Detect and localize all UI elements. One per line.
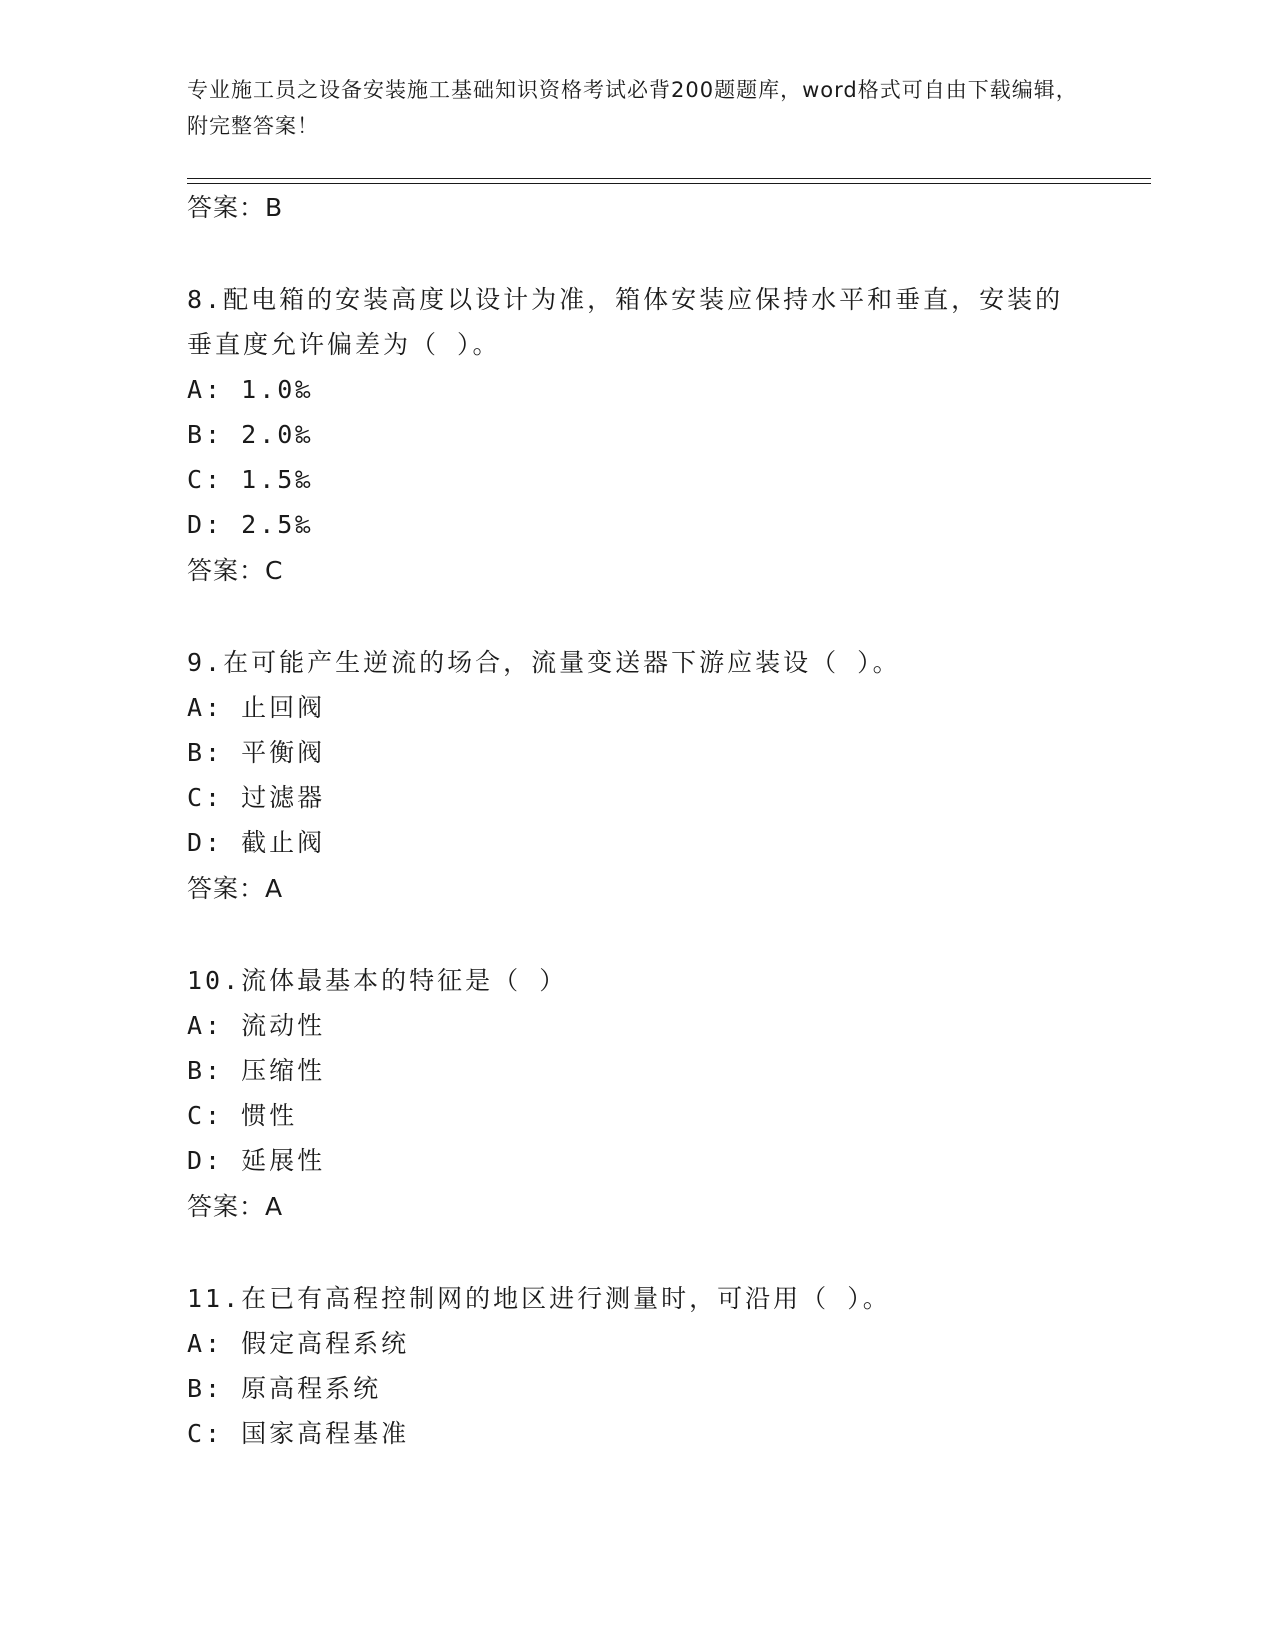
option-d: D: 延展性: [187, 1146, 326, 1175]
question-text: 10.流体最基本的特征是（ ）: [187, 966, 568, 995]
option-c: C: 过滤器: [187, 783, 326, 812]
option-a: A: 假定高程系统: [187, 1329, 410, 1358]
header-rule-top: [187, 178, 1151, 179]
option-b: B: 压缩性: [187, 1056, 326, 1085]
question-9: [187, 640, 1087, 911]
option-a: A: 流动性: [187, 1011, 326, 1040]
question-text: 8.配电箱的安装高度以设计为准，箱体安装应保持水平和垂直，安装的垂直度允许偏差为（ ）。: [187, 285, 1064, 359]
option-b: B: 2.0‰: [187, 420, 314, 449]
question-text: 11.在已有高程控制网的地区进行测量时，可沿用（ ）。: [187, 1284, 891, 1313]
document-header: [187, 72, 1087, 144]
option-b: B: 原高程系统: [187, 1374, 382, 1403]
answer-line: 答案：C: [187, 556, 284, 585]
question-11: [187, 1276, 1087, 1456]
option-b: B: 平衡阀: [187, 738, 326, 767]
option-c: C: 惯性: [187, 1101, 298, 1130]
option-a: A: 1.0‰: [187, 375, 314, 404]
question-10: [187, 958, 1087, 1229]
header-rule-bottom: [187, 183, 1151, 184]
option-a: A: 止回阀: [187, 693, 326, 722]
question-text: 9.在可能产生逆流的场合，流量变送器下游应装设（ ）。: [187, 648, 901, 677]
option-d: D: 截止阀: [187, 828, 326, 857]
question-list: [187, 186, 1087, 1456]
answer-line: 答案：A: [187, 874, 284, 903]
answer-line: 答案：A: [187, 1192, 284, 1221]
answer-line: 答案：B: [187, 193, 284, 222]
header-title: 专业施工员之设备安装施工基础知识资格考试必背200题题库，word格式可自由下载编辑，附完整答案！: [187, 78, 1078, 138]
option-c: C: 国家高程基准: [187, 1419, 410, 1448]
option-c: C: 1.5‰: [187, 465, 314, 494]
question-8: [187, 277, 1087, 593]
option-d: D: 2.5‰: [187, 510, 314, 539]
